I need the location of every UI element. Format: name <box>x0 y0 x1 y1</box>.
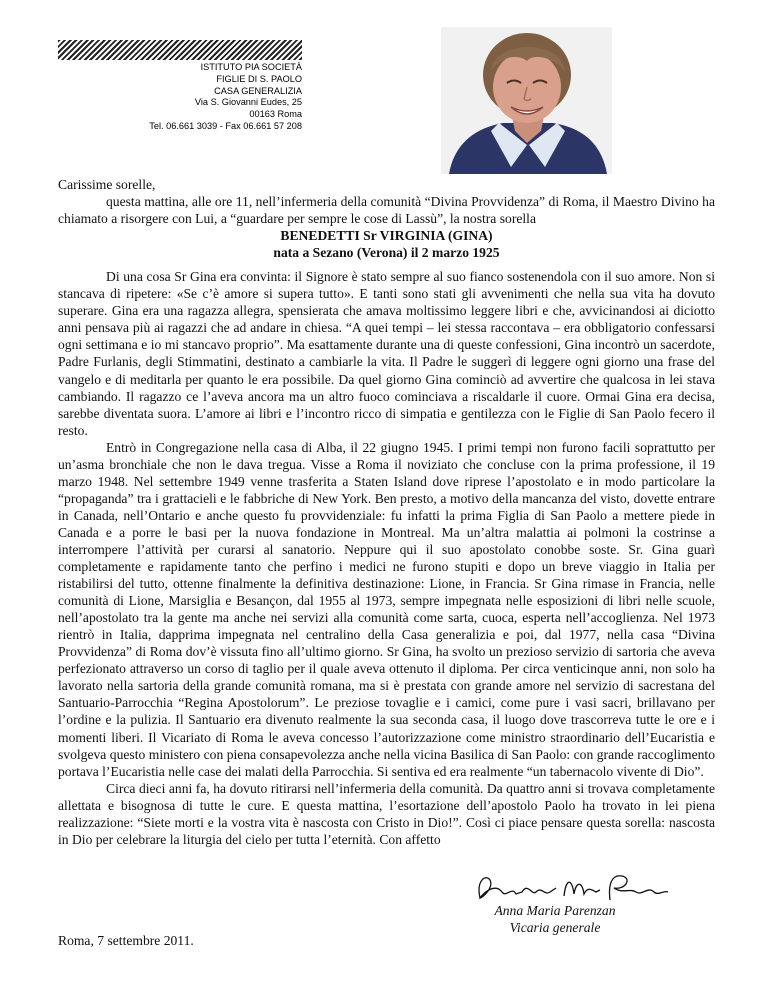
paragraph-1: Di una cosa Sr Gina era convinta: il Signore è stato sempre al suo fianco sostenendola con il suo amore. Non si stancava di ripetere: «Se c’è amore si supera tutto». E tanti sono stati gli avvenimenti che nella sua vita ha dovuto superare. Gina era una ragazza allegra, spensierata che amava moltissimo leggere libri e che, avvicinandosi ai diciotto anni pensava più ai ragazzi che ad andare in chiesa. “A quei tempi – lei stessa raccontava – era obbligatorio confessarsi ogni settimana e io mi stancavo proprio”. Ma esattamente durante una di queste confessioni, Gina incontrò un sacerdote, Padre Furlanis, degli Stimmatini, destinato a cambiarle la vita. Il Padre le suggerì di leggere ogni giorno una frase del vangelo e di meditarla per quanto le era possibile. Da quel giorno Gina cominciò ad avvertire che qualcosa in lei stava cambiando. Il ragazzo ce l’aveva ancora ma un altro fuoco cominciava a riscaldarle il cuore. Ormai Gina era decisa, sarebbe diventata suora. L’amore ai libri e l’incontro ricco di simpatia e gentilezza con le Figlie di San Paolo fecero il resto. <box>58 269 715 438</box>
intro-paragraph: questa mattina, alle ore 11, nell’infermeria della comunità “Divina Provvidenza” di Roma, il Maestro Divino ha chiamato a risorgere con Lui, a “guardare per sempre le cose di Lassù”, la nostra sorella <box>58 194 715 227</box>
letterhead-line-phone: Tel. 06.661 3039 - Fax 06.661 57 208 <box>149 120 302 131</box>
letterhead-hatch-decoration <box>58 40 302 60</box>
signature-block <box>470 902 640 936</box>
letterhead-line-city: 00163 Roma <box>249 109 302 120</box>
letterhead-line-congregation: FIGLIE DI S. PAOLO <box>216 73 302 84</box>
letterhead <box>60 62 302 133</box>
signer-name: Anna Maria Parenzan <box>494 903 616 918</box>
handwritten-signature-icon <box>472 870 672 906</box>
letterhead-line-institute: ISTITUTO PIA SOCIETÀ <box>200 62 302 72</box>
letter-body <box>58 176 715 848</box>
portrait-photo <box>441 27 612 174</box>
letterhead-line-street: Via S. Giovanni Eudes, 25 <box>194 97 302 108</box>
birth-info: nata a Sezano (Verona) il 2 marzo 1925 <box>273 245 500 261</box>
signer-role: Vicaria generale <box>509 920 601 935</box>
salutation: Carissime sorelle, <box>58 177 156 192</box>
letterhead-line-house: CASA GENERALIZIA <box>214 85 302 96</box>
deceased-name-block <box>58 227 715 261</box>
deceased-name: BENEDETTI Sr VIRGINIA (GINA) <box>280 228 493 244</box>
paragraph-3: Circa dieci anni fa, ha dovuto ritirarsi nell’infermeria della comunità. Da quattro anni si trovava completamente allettata e bisognosa di tutte le cure. E questa mattina, l’esortazione dell’apostolo Paolo ha trovato in lei piena realizzazione: “Siete morti e la vostra vita è nascosta con Cristo in Dio!”. Così ci piace pensare questa sorella: nascosta in Dio per celebrare la liturgia del cielo per tutta l’eternità. Con affetto <box>58 780 715 847</box>
place-date: Roma, 7 settembre 2011. <box>58 933 194 948</box>
portrait-photo-icon <box>441 27 612 174</box>
paragraph-2: Entrò in Congregazione nella casa di Alba, il 22 giugno 1945. I primi tempi non furono facili soprattutto per un’asma bronchiale che non le dava tregua. Visse a Roma il noviziato che concluse con la prima professione, il 19 marzo 1948. Nel settembre 1949 venne trasferita a Staten Island dove riprese l’apostolato e in modo particolare la “propaganda” tra i grattacieli e le fabbriche di New York. Ben presto, a motivo della mancanza del visto, dovette entrare in Canada, nell’Ontario e anche questo fu provvidenziale: fu infatti la prima Figlia di San Paolo a mettere piede in Canada e a porre le basi per la nuova fondazione in Montreal. Ma un’altra malattia ai polmoni la costrinse a interrompere l’attività per curarsi al sanatorio. Neppure qui il suo apostolato conobbe soste. Sr. Gina guarì completamente e rapidamente tanto che perfino i medici ne furono stupiti e dopo un breve viaggio in Italia per ristabilirsi del tutto, ottenne finalmente la definitiva destinazione: Lione, in Francia. Sr Gina rimase in Francia, nelle comunità di Lione, Marsiglia e Besançon, dal 1955 al 1973, sempre impegnata nelle esposizioni di libri nelle scuole, nell’apostolato tra la gente ma anche nei servizi alla comunità come sarta, cuoca, esperta nell’accoglienza. Nel 1973 rientrò in Italia, dapprima impegnata nel centralino della Casa generalizia e poi, dal 1977, nella casa “Divina Provvidenza” di Roma dov’è vissuta fino all’ultimo giorno. Sr Gina, ha svolto un prezioso servizio di sartoria che aveva perfezionato attraverso un corso di taglio per il quale aveva ottenuto il diploma. Per circa venticinque anni, non solo ha lavorato nella sartoria della grande comunità romana, ma si è prestata con grande amore nel servizio di sacrestana del Santuario-Parrocchia “Regina Apostolorum”. Le preziose tovaglie e i camici, come pure i vasi sacri, brillavano per l’ordine e la pulizia. Il Santuario era divenuto realmente la sua seconda casa, il luogo dove trascorreva tutte le ore e i momenti liberi. Il Vicariato di Roma le aveva concesso l’autorizzazione come ministro straordinario dell’Eucaristia e svolgeva questo ministero con piena consapevolezza anche nella vicina Basilica di San Paolo: con grande raccoglimento portava l’Eucaristia nelle case dei malati della Parrocchia. Si sentiva ed era realmente “un tabernacolo vivente di Dio”. <box>58 439 715 779</box>
